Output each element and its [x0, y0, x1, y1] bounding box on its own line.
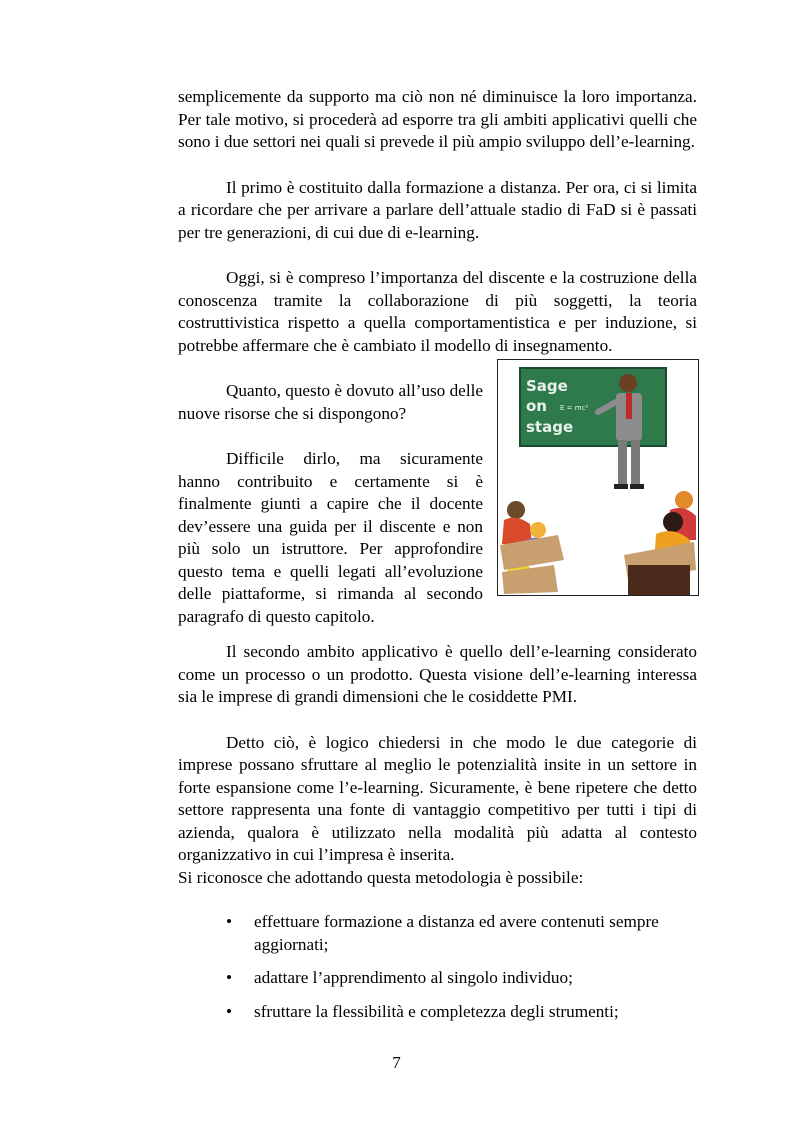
board-text-on: on: [526, 397, 547, 415]
list-item: • sfruttare la flessibilità e completezza degli strumenti;: [254, 1001, 697, 1024]
paragraph-3: Oggi, si è compreso l’importanza del discente e la costruzione della conoscenza tramite la collaborazione di più soggetti, la teoria costruttivistica rispetto a quella comportamentistica e per induzione, si potrebbe affermare che è cambiato il modello di insegnamento.: [178, 268, 697, 355]
paragraph-4: Quanto, questo è dovuto all’uso delle nuove risorse che si dispongono?: [178, 381, 483, 423]
bullet-icon: •: [226, 968, 233, 987]
paragraph-7: Detto ciò, è logico chiedersi in che modo le due categorie di imprese possano sfruttare al meglio le potenzialità insite in un settore in forte espansione come l’e-learning. Sicuramente, è bene ripetere che detto settore rappresenta una fonte di vantaggio competitivo per tutti i tipi di azienda, qualora è utilizzato nella modalità più adatta al contesto organizzativo in cui l’impresa è inserita.: [178, 732, 697, 864]
bullet-list: [178, 911, 697, 1023]
paragraph-5: Difficile dirlo, ma sicuramente hanno contribuito e certamente si è finalmente giunti a capire che il docente dev’essere una guida per il discente e non più solo un istruttore. Per approfondire questo tema e quelli legati all’evoluzione delle piattaforme, si rimanda al secondo paragrafo di questo capitolo.: [178, 449, 483, 626]
list-item: • effettuare formazione a distanza ed avere contenuti sempre aggiornati;: [226, 912, 659, 954]
board-text-stage: stage: [526, 418, 574, 436]
sage-on-stage-illustration: [497, 359, 699, 596]
students-right: [624, 491, 696, 595]
bullet-icon: •: [226, 1001, 233, 1021]
paragraph-8: Si riconosce che adottando questa metodologia è possibile:: [178, 867, 584, 887]
page-body: [178, 86, 697, 1034]
bullet-icon: •: [226, 912, 233, 931]
students-left: [500, 501, 564, 594]
paragraph-2: Il primo è costituito dalla formazione a distanza. Per ora, ci si limita a ricordare che per arrivare a parlare dell’attuale stadio di FaD si è passati per tre generazioni, di cui due di e-learning.: [178, 177, 697, 242]
page-number: 7: [392, 1053, 401, 1072]
paragraph-6: Il secondo ambito applicativo è quello dell’e-learning considerato come un processo o un prodotto. Questa visione dell’e-learning interessa sia le imprese di grandi dimensioni che le cosiddette PMI.: [178, 642, 697, 706]
list-item: • adattare l’apprendimento al singolo individuo;: [254, 967, 697, 990]
board-formula: E = mc²: [560, 404, 589, 412]
classroom-drawing: [498, 360, 698, 595]
board-text-sage: Sage: [526, 377, 568, 395]
paragraph-1: semplicemente da supporto ma ciò non né diminuisce la loro importanza. Per tale motivo, si procederà ad esporre tra gli ambiti applicativi quelli che sono i due settori nei quali si prevede il più ampio sviluppo dell’e-learning.: [178, 87, 697, 151]
